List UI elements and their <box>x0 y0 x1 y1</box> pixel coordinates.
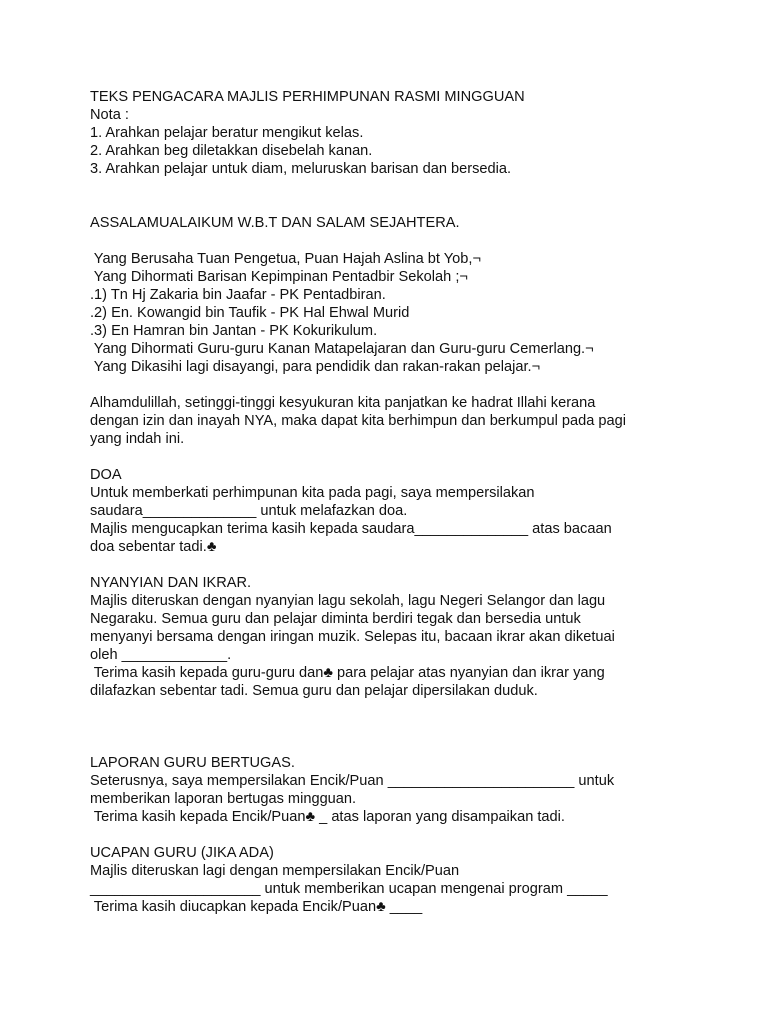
doa-line: Untuk memberkati perhimpunan kita pada pagi, saya mempersilakan <box>90 485 535 501</box>
salutation-line: .3) En Hamran bin Jantan - PK Kokurikulum. <box>90 323 378 339</box>
salutation-line: .1) Tn Hj Zakaria bin Jaafar - PK Pentadbiran. <box>90 287 386 303</box>
laporan-line: memberikan laporan bertugas mingguan. <box>90 791 357 807</box>
ucapan-line: Terima kasih diucapkan kepada Encik/Puan♣ ____ <box>90 899 423 915</box>
nyanyian-line: Terima kasih kepada guru-guru dan♣ para pelajar atas nyanyian dan ikrar yang <box>90 665 605 681</box>
nota-item: 3. Arahkan pelajar untuk diam, meluruskan barisan dan bersedia. <box>90 161 512 177</box>
nyanyian-line: dilafazkan sebentar tadi. Semua guru dan pelajar dipersilakan duduk. <box>90 683 538 699</box>
greeting: ASSALAMUALAIKUM W.B.T DAN SALAM SEJAHTERA. <box>90 215 460 231</box>
spacer <box>90 736 730 754</box>
intro-line: Alhamdulillah, setinggi-tinggi kesyukuran kita panjatkan ke hadrat Illahi kerana <box>90 395 596 411</box>
salutation-line: Yang Dihormati Barisan Kepimpinan Pentadbir Sekolah ;¬ <box>90 269 468 285</box>
salutation-line: Yang Dikasihi lagi disayangi, para pendidik dan rakan-rakan pelajar.¬ <box>90 359 541 375</box>
laporan-line: Seterusnya, saya mempersilakan Encik/Puan _______________________ untuk <box>90 773 615 789</box>
nyanyian-line: Negaraku. Semua guru dan pelajar diminta berdiri tegak dan bersedia untuk <box>90 611 581 627</box>
ucapan-line: _____________________ untuk memberikan ucapan mengenai program _____ <box>90 881 608 897</box>
nyanyian-heading: NYANYIAN DAN IKRAR. <box>90 575 252 591</box>
spacer <box>90 178 730 214</box>
nyanyian-line: Majlis diteruskan dengan nyanyian lagu sekolah, lagu Negeri Selangor dan lagu <box>90 593 606 609</box>
spacer <box>90 826 730 844</box>
doa-line: Majlis mengucapkan terima kasih kepada saudara______________ atas bacaan <box>90 521 612 537</box>
document-title: TEKS PENGACARA MAJLIS PERHIMPUNAN RASMI MINGGUAN <box>90 89 525 105</box>
doa-line: saudara______________ untuk melafazkan doa. <box>90 503 408 519</box>
intro-line: dengan izin dan inayah NYA, maka dapat kita berhimpun dan berkumpul pada pagi <box>90 413 626 429</box>
nota-heading: Nota : <box>90 107 129 123</box>
nyanyian-line: menyanyi bersama dengan iringan muzik. Selepas itu, bacaan ikrar akan diketuai <box>90 629 615 645</box>
nyanyian-line: oleh _____________. <box>90 647 232 663</box>
spacer <box>90 232 730 250</box>
spacer <box>90 700 730 736</box>
document-body <box>90 88 730 916</box>
doa-line: doa sebentar tadi.♣ <box>90 539 217 555</box>
laporan-line: Terima kasih kepada Encik/Puan♣ _ atas laporan yang disampaikan tadi. <box>90 809 565 825</box>
salutation-line: .2) En. Kowangid bin Taufik - PK Hal Ehwal Murid <box>90 305 410 321</box>
spacer <box>90 376 730 394</box>
nota-item: 2. Arahkan beg diletakkan disebelah kanan. <box>90 143 373 159</box>
intro-line: yang indah ini. <box>90 431 185 447</box>
salutation-line: Yang Dihormati Guru-guru Kanan Matapelajaran dan Guru-guru Cemerlang.¬ <box>90 341 594 357</box>
nota-item: 1. Arahkan pelajar beratur mengikut kelas. <box>90 125 364 141</box>
spacer <box>90 448 730 466</box>
ucapan-line: Majlis diteruskan lagi dengan mempersilakan Encik/Puan <box>90 863 460 879</box>
ucapan-heading: UCAPAN GURU (JIKA ADA) <box>90 845 274 861</box>
spacer <box>90 556 730 574</box>
laporan-heading: LAPORAN GURU BERTUGAS. <box>90 755 295 771</box>
salutation-line: Yang Berusaha Tuan Pengetua, Puan Hajah Aslina bt Yob,¬ <box>90 251 481 267</box>
doa-heading: DOA <box>90 467 122 483</box>
